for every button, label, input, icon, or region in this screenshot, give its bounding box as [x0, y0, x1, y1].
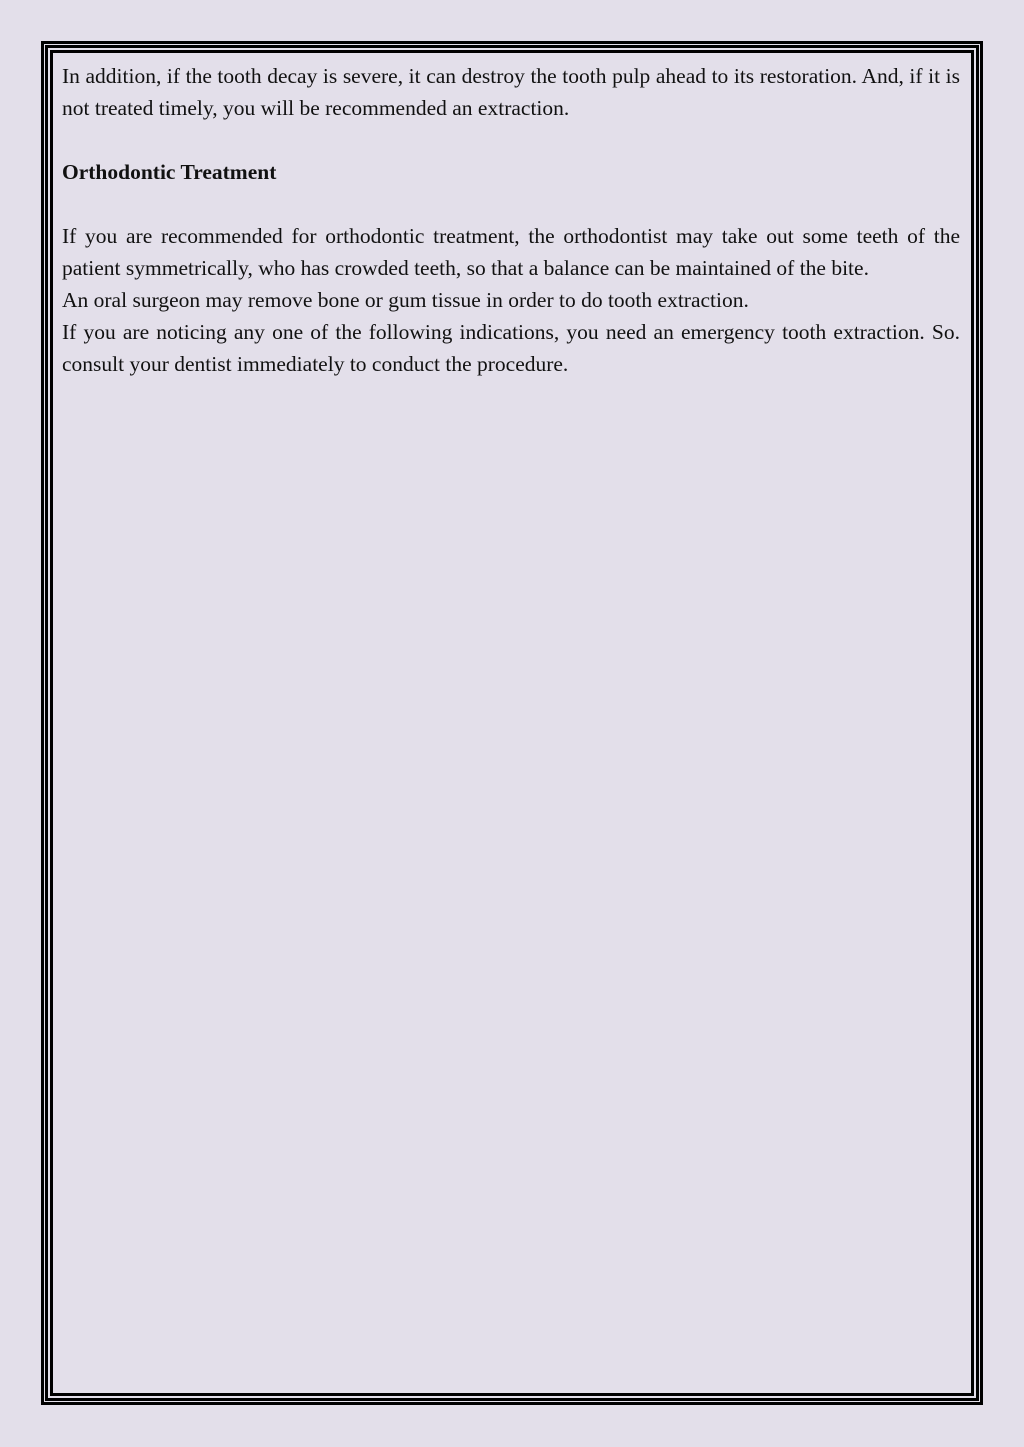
intro-paragraph: In addition, if the tooth decay is severe, it can destroy the tooth pulp ahead to its restoration. And, if it is not treated timely, you will be recommended an extraction. — [62, 64, 960, 120]
emergency-extraction-paragraph: If you are noticing any one of the following indications, you need an emergency tooth extraction. So. consult your dentist immediately to conduct the procedure. — [62, 320, 960, 376]
oral-surgeon-paragraph: An oral surgeon may remove bone or gum tissue in order to do tooth extraction. — [62, 288, 749, 312]
document-body — [62, 60, 960, 380]
orthodontic-paragraph: If you are recommended for orthodontic treatment, the orthodontist may take out some teeth of the patient symmetrically, who has crowded teeth, so that a balance can be maintained of the bite. — [62, 224, 960, 280]
section-heading: Orthodontic Treatment — [62, 160, 277, 184]
